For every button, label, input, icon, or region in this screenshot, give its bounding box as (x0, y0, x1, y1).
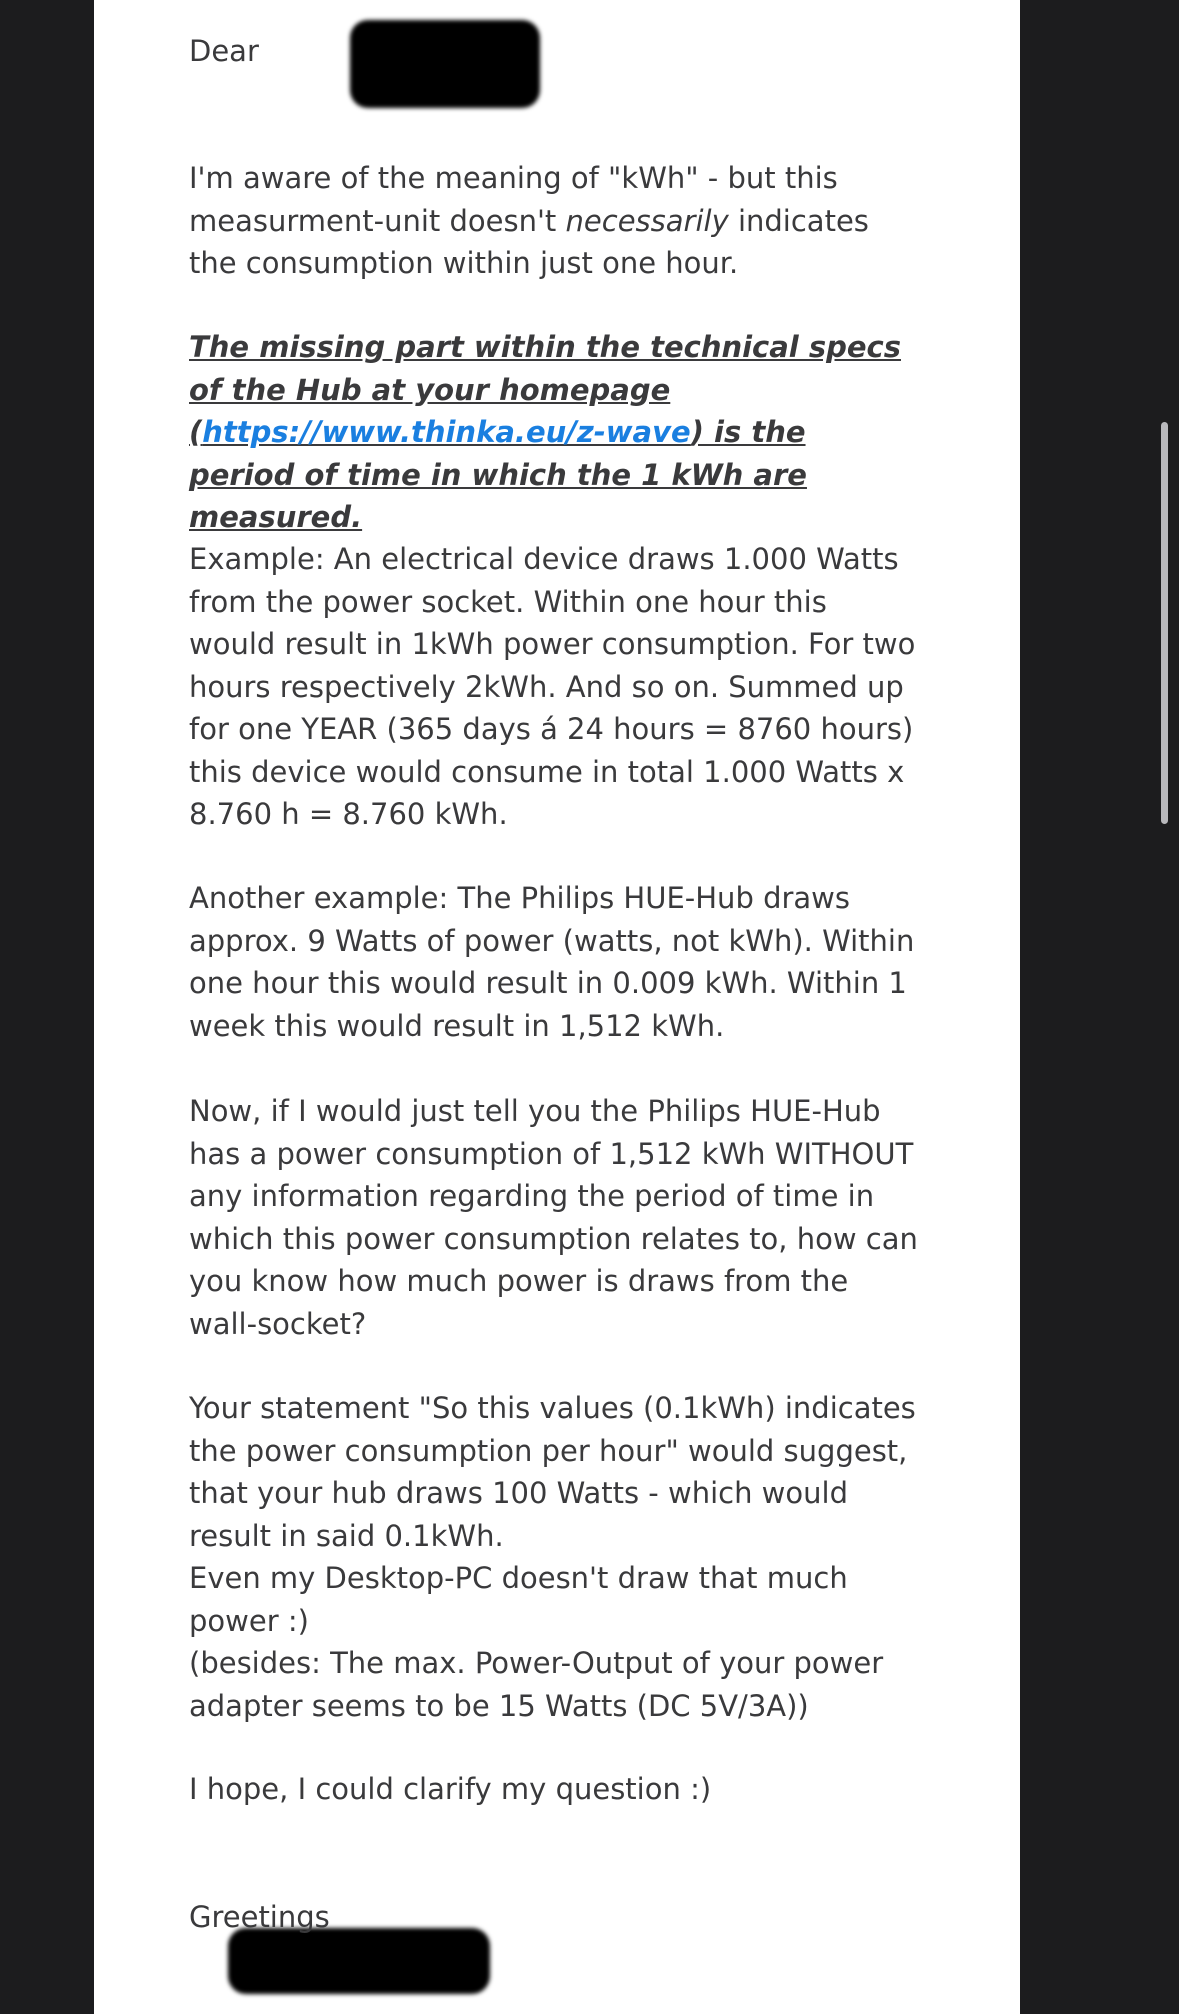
homepage-link[interactable]: https://www.thinka.eu/z-wave (202, 415, 691, 449)
scrollbar[interactable] (1161, 422, 1168, 824)
paragraph-6-line-2: Even my Desktop-PC doesn't draw that much power :) (189, 1561, 848, 1638)
paragraph-6-line-3: (besides: The max. Power-Output of your power adapter seems to be 15 Watts (DC 5V/3A)) (189, 1646, 884, 1723)
paragraph-6 (189, 1387, 919, 1727)
paragraph-5: Now, if I would just tell you the Philips HUE-Hub has a power consumption of 1,512 kWh WITHOUT any information regarding the period of time in which this power consumption relates to, how can you know how much power is draws from the wall-socket? (189, 1094, 918, 1341)
paragraph-4: Another example: The Philips HUE-Hub draws approx. 9 Watts of power (watts, not kWh). Within one hour this would result in 0.009 kWh. Within 1 week this would result in 1,512 kWh. (189, 881, 915, 1043)
paragraph-2-emphasis (189, 326, 919, 539)
paragraph-2-start: The missing part within the technical specs of the Hub at your homepage ( (189, 330, 901, 449)
paragraph-1-end: indicates the consumption within just one hour. (189, 203, 869, 280)
paragraph-6-line-1: Your statement "So this values (0.1kWh) indicates the power consumption per hour" would suggest, that your hub draws 100 Watts - which would result in said 0.1kWh. (189, 1391, 916, 1553)
paragraph-7: I hope, I could clarify my question :) (189, 1772, 712, 1806)
redacted-name (350, 20, 540, 108)
paragraph-1-italic: necessarily (565, 203, 729, 238)
salutation: Dear (189, 34, 259, 68)
closing: Greetings (189, 1900, 330, 1934)
paragraph-1 (189, 157, 919, 285)
paragraph-1-start: I'm aware of the meaning of "kWh" - but this measurment-unit doesn't (189, 161, 838, 238)
paragraph-2-end: ) is the period of time in which the 1 kWh are measured. (189, 415, 807, 534)
paragraph-3: Example: An electrical device draws 1.000 Watts from the power socket. Within one hour this would result in 1kWh power consumption. For two hours respectively 2kWh. And so on. Summed up for one YEAR (365 days á 24 hours = 8760 hours) this device would consume in total 1.000 Watts x 8.760 h = 8.760 kWh. (189, 542, 916, 831)
